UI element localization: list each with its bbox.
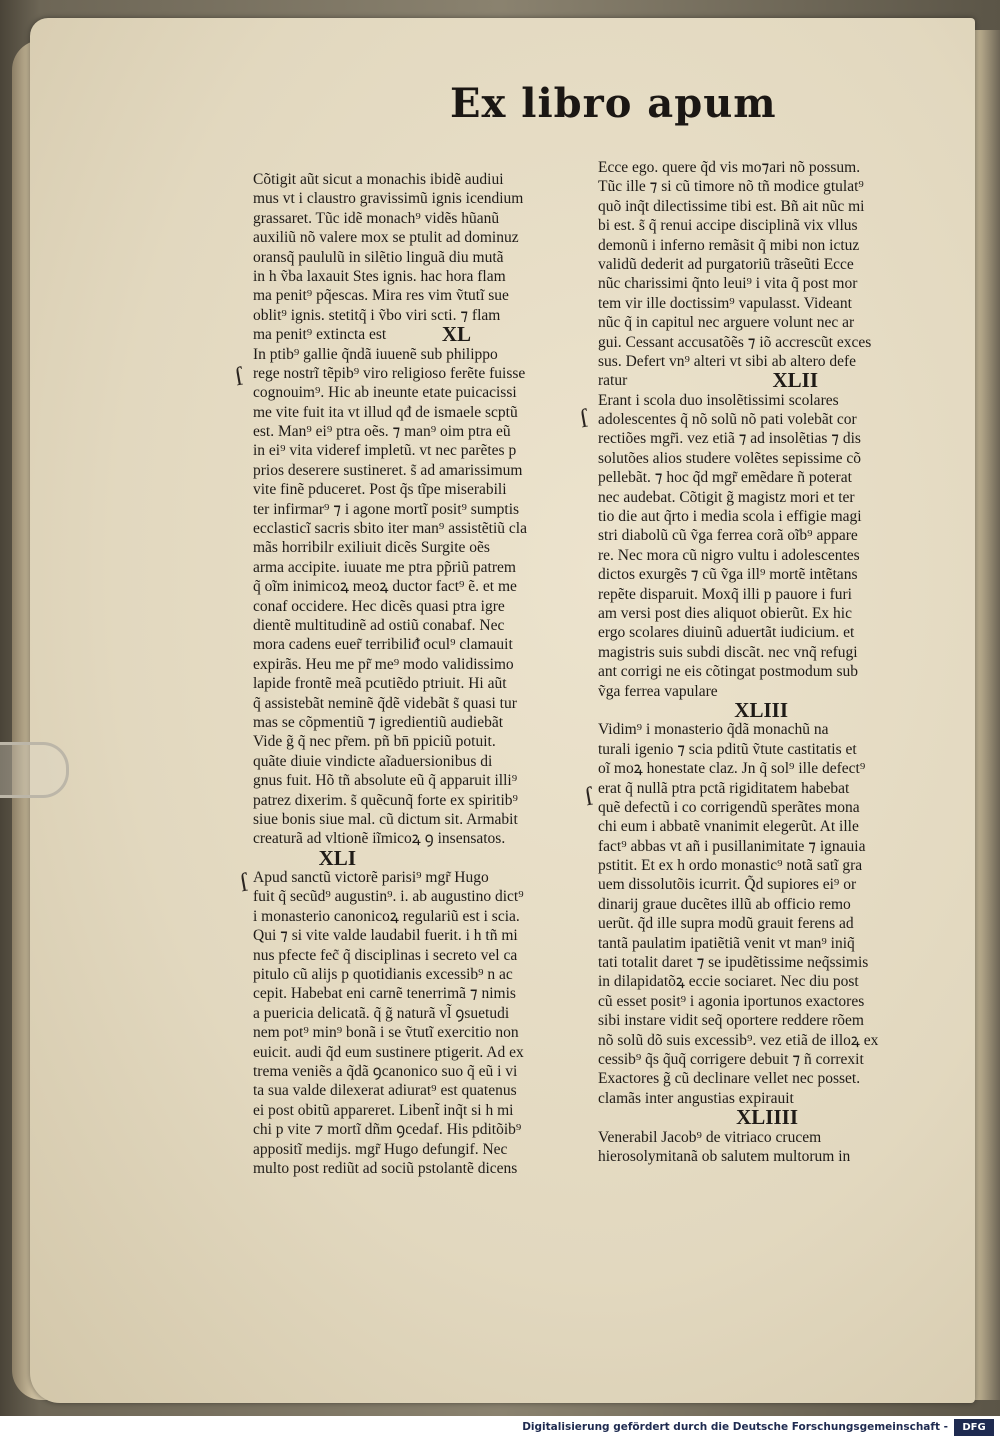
text-line: rectiões mgr̃i. vez etiã ⁊ ad insolẽtias ⁊ dis xyxy=(598,430,861,448)
text-line: fact⁹ abbas vt añ i pusillanimitate ⁊ ignauia xyxy=(598,837,866,855)
text-line: sibi instare vidit seq̃ oportere reddere rõem xyxy=(598,1012,864,1030)
text-line: In ptib⁹ gallie q̃ndã iuuenẽ sub philippo xyxy=(253,345,498,363)
text-line: Apud sanctũ victorẽ parisi⁹ mgr̃ Hugo xyxy=(253,869,489,887)
text-line: Vide g̃ q̃ nec pr̃em. pñ bn̄ ppiciũ potuit. xyxy=(253,733,496,751)
text-line: oblit⁹ ignis. stetitq̃ i ṽbo viri scti. ⁊ flam xyxy=(253,306,501,324)
text-line: re. Nec mora cũ nigro vultu i adolescentes xyxy=(598,546,860,564)
text-line: prios deserere sustineret. s̃ ad amarissimum xyxy=(253,461,523,479)
text-line: validũ dederit ad purgatoriũ trãseũti Ecce xyxy=(598,255,854,273)
text-line: stri diabolũ cũ ṽga ferrea corã oĩb⁹ appare xyxy=(598,527,858,545)
text-line: pitulo cũ alijs p quotidianis excessib⁹ n ac xyxy=(253,966,513,984)
text-line: uerũt. q̃d ille supra modũ grauit ferens ad xyxy=(598,915,854,933)
text-line: me vite fuit ita vt illud qđ de ismaele scptũ xyxy=(253,403,518,421)
chapter-line xyxy=(253,325,571,344)
text-line: ṽga ferrea vapulare xyxy=(598,682,718,700)
text-line: tio die aut q̃rto i media scola i effigie magi xyxy=(598,508,862,526)
book-clip xyxy=(0,742,69,798)
text-line: Erant i scola duo insolẽtissimi scolares xyxy=(598,391,839,409)
text-line: pstitit. Et ex h ordo monastic⁹ notã satĩ gra xyxy=(598,857,863,875)
text-line: multo post rediũt ad sociũ pstolantẽ dicens xyxy=(253,1159,518,1177)
text-line: cũ esset posit⁹ i agonia iportunos exactores xyxy=(598,992,865,1010)
text-line: fuit q̃ secũd⁹ augustin⁹. i. ab augustino dict⁹ xyxy=(253,888,524,906)
text-line: expirãs. Heu me pr̃ me⁹ modo validissimo xyxy=(253,655,514,673)
text-line: est. Man⁹ ei⁹ ptra oẽs. ⁊ man⁹ oim ptra eũ xyxy=(253,423,511,441)
text-line: mãs horribilr exiliuit dicẽs Surgite oẽs xyxy=(253,539,490,557)
chapter-line xyxy=(598,1108,918,1127)
text-line: q̃ assistebãt neminẽ q̃dẽ videbãt s̃ quasi tur xyxy=(253,694,517,712)
text-line: trema veniẽs a q̃dã ꝯcanonico suo q̃ eũ i vi xyxy=(253,1062,518,1080)
text-line: pellebãt. ⁊ hoc q̃d mgr̃ emẽdare ñ poterat xyxy=(598,469,852,487)
text-line: solutões alios studere volẽtes sepissime cõ xyxy=(598,449,862,467)
text-line: nũc q̃ in capitul nec arguere volunt nec ar xyxy=(598,314,855,332)
text-line: q̃ oĩm inimicoꝝ meoꝝ ductor fact⁹ ẽ. et me xyxy=(253,578,517,596)
text-line: mora cadens euer̃ terribiliᵭ ocul⁹ clamauit xyxy=(253,636,513,654)
text-line: ratur xyxy=(598,372,628,390)
text-line: vite finẽ pduceret. Post q̃s tĩpe miserabili xyxy=(253,481,507,499)
chapter-line xyxy=(598,701,918,720)
text-line: Venerabil Jacob⁹ de vitriaco crucem xyxy=(598,1128,822,1146)
text-line: clamãs inter angustias expirauit xyxy=(598,1089,794,1107)
text-line: ecclasticĩ sacris sbito iter man⁹ assistẽtiũ cla xyxy=(253,520,527,538)
text-line: grassaret. Tũc idẽ monach⁹ vidẽs hũanũ xyxy=(253,209,500,227)
text-line: chi p vite ⁊ mortĩ dñm ꝯcedaf. His pditõib⁹ xyxy=(253,1121,522,1139)
text-line: rege nostrĩ tẽpib⁹ viro religioso ferẽte fuisse xyxy=(253,364,526,382)
text-line: ma penit⁹ pq̃escas. Mira res vim ṽtutĩ sue xyxy=(253,287,509,305)
text-line: arma accipite. iuuate me ptra pp̃riũ patrem xyxy=(253,558,516,576)
text-line: patrez dixerim. s̃ quẽcunq̃ forte ex spiritib⁹ xyxy=(253,791,518,809)
text-line: ta sua valde dilexerat adiurat⁹ est quatenus xyxy=(253,1082,517,1100)
text-line: erat q̃ nullã ptra pctã rigiditatem habebat xyxy=(598,779,850,797)
chapter-line xyxy=(253,849,571,868)
text-line: in h ṽba laxauit Stes ignis. hac hora flam xyxy=(253,267,506,285)
text-line: appositĩ medijs. mgr̃ Hugo defungif. Nec xyxy=(253,1140,508,1158)
text-line: ergo scolares diuinũ aduertãt iudicium. et xyxy=(598,624,855,642)
chapter-line xyxy=(598,371,918,390)
text-line: euicit. audi q̃d eum sustinere ptigerit. Ad ex xyxy=(253,1043,524,1061)
text-line: chi eum i abbatẽ vnanimit elegerũt. At ille xyxy=(598,818,859,836)
text-line: cognouim⁹. Hic ab ineunte etate puicacissi xyxy=(253,384,517,402)
text-line: in ei⁹ vita videref impletũ. vt nec parẽtes p xyxy=(253,442,517,460)
text-line: repẽte disparuit. Moxq̃ illi p pauore i furi xyxy=(598,585,852,603)
marginal-mark: ſ xyxy=(582,781,595,812)
chapter-numeral: XLII xyxy=(772,371,818,391)
text-line: am versi post dies aliquot obierũt. Ex hic xyxy=(598,604,852,622)
footer-bar xyxy=(0,1416,1000,1439)
marginal-mark: ſ xyxy=(577,403,590,434)
text-line: hierosolymitanã ob salutem multorum in xyxy=(598,1147,851,1165)
text-line: conaf occidere. Hec dicẽs quasi ptra igre xyxy=(253,597,505,615)
text-line: magistris suis subdi discãt. nec vnq̃ refugi xyxy=(598,643,858,661)
marginal-mark: ſ xyxy=(237,867,250,898)
text-line: dictos exurgẽs ⁊ cũ ṽga ill⁹ mortẽ intẽtans xyxy=(598,566,858,584)
right-column xyxy=(598,158,918,1166)
text-line: nem pot⁹ min⁹ bonã i se ṽtutĩ exercitio non xyxy=(253,1024,519,1042)
text-line: Exactores g̃ cũ declinare vellet nec posset. xyxy=(598,1070,861,1088)
text-line: nec audebat. Cõtigit g̃ magistz mori et ter xyxy=(598,488,855,506)
text-line: oransq̃ paululũ in silẽtio linguã diu mutã xyxy=(253,248,504,266)
text-line: ei post obitũ appareret. Libent̃ inq̃t si h mi xyxy=(253,1101,514,1119)
text-line: dinarij graue ducẽtes illũ ab officio remo xyxy=(598,895,851,913)
marginal-mark: ſ xyxy=(232,361,245,392)
left-column xyxy=(253,170,571,1178)
text-line: tem vir ille doctissim⁹ vapulasst. Videant xyxy=(598,294,852,312)
text-line: gnus fuit. Hõ tñ absolute eũ q̃ apparuit illi⁹ xyxy=(253,772,518,790)
text-line: bi est. s̃ q̃ renui accipe disciplinã vix vllus xyxy=(598,217,858,235)
chapter-numeral: XLIII xyxy=(734,700,788,721)
text-line: cessib⁹ q̃s q̃uq̃ corrigere debuit ⁊ ñ correxit xyxy=(598,1050,864,1068)
text-line: oĩ moꝝ honestate claz. Jn q̃ sol⁹ ille defect⁹ xyxy=(598,760,866,778)
text-line: a puericia delicatã. q̃ g̃ naturã vl̃ ꝯsuetudi xyxy=(253,1004,510,1022)
text-line: Tũc ille ⁊ si cũ timore nõ tñ modice gtulat⁹ xyxy=(598,178,864,196)
text-line: tati totalit daret ⁊ se ipudẽtissime neq̃ssimis xyxy=(598,954,869,972)
text-line: cepit. Habebat eni carnẽ tenerrimã ⁊ nimis xyxy=(253,985,516,1003)
text-line: quãte diuie vindicte aĩaduersionibus di xyxy=(253,752,493,770)
chapter-numeral: XLI xyxy=(318,848,356,869)
text-line: quẽ defectũ i co corrigendũ sperãtes mona xyxy=(598,798,860,816)
text-line: turali igenio ⁊ scia pditũ ṽtute castitatis et xyxy=(598,740,857,758)
text-line: adolescentes q̃ nõ solũ nõ pati volebãt cor xyxy=(598,411,857,429)
text-line: siue bonis siue mal. cũ dictum sit. Armabit xyxy=(253,810,518,828)
text-line: Qui ⁊ si vite valde laudabil fuerit. i h tñ mi xyxy=(253,927,518,945)
text-line: mus vt i claustro gravissimũ ignis icendium xyxy=(253,190,524,208)
text-line: creaturã ad vltionẽ iĩmicoꝝ ꝯ insensatos. xyxy=(253,830,506,848)
running-title: Ex libro apum xyxy=(450,80,777,127)
text-line: Ecce ego. quere q̃d vis mo⁊ari nõ possum. xyxy=(598,159,861,176)
text-line: sus. Defert vn⁹ alteri vt sibi ab altero defe xyxy=(598,352,857,370)
text-line: gui. Cessant accusatõẽs ⁊ iõ accrescũt exces xyxy=(598,333,872,351)
text-line: dientẽ multitudinẽ ad ostiũ conabaf. Nec xyxy=(253,616,505,634)
chapter-numeral: XL xyxy=(441,325,471,345)
text-line: quõ inq̃t dilectissime tibi est. Bñ ait nũc mi xyxy=(598,197,865,215)
text-line: Vidim⁹ i monasterio q̃dã monachũ na xyxy=(598,721,829,739)
dfg-logo: DFG xyxy=(954,1419,994,1436)
text-line: ma penit⁹ extincta est xyxy=(253,326,387,344)
footer-credit: Digitalisierung gefördert durch die Deutsche Forschungsgemeinschaft - xyxy=(522,1421,948,1433)
text-line: nũc charissimi q̃nto leui⁹ i vita q̃ post mor xyxy=(598,275,858,293)
text-line: nus pfecte fec̃ q̃ disciplinas i secreto vel ca xyxy=(253,946,518,964)
text-line: tantã paulatim ipatiẽtiã venit vt man⁹ iniq̃ xyxy=(598,934,855,952)
chapter-numeral: XLIIII xyxy=(736,1108,798,1128)
text-line: mas se cõpmentiũ ⁊ igredientiũ audiebãt xyxy=(253,713,504,731)
text-line: ant corrigi ne eis cõtingat postmodum sub xyxy=(598,663,859,681)
text-line: in dilapidatõꝝ eccie sociaret. Nec diu post xyxy=(598,973,859,991)
text-line: auxiliũ nõ valere mox se ptulit ad dominuz xyxy=(253,229,519,247)
text-line: lapide frontẽ meã pcutiẽdo ptriuit. Hi aũt xyxy=(253,675,507,693)
text-line: nõ solũ dõ suis excessib⁹. vez etiã de illoꝝ ex xyxy=(598,1031,879,1049)
text-line: demonũ i inferno remãsit q̃ mibi non ictuz xyxy=(598,236,860,254)
text-line: ter infirmar⁹ ⁊ i agone mortĩ posit⁹ sumptis xyxy=(253,500,520,518)
text-line: i monasterio canonicoꝝ regulariũ est i scia. xyxy=(253,907,520,925)
text-line: uem dissolutõis icurrit. Q̃d supiores ei⁹ or xyxy=(598,876,857,894)
text-line: Cõtigit aũt sicut a monachis ibidẽ audiui xyxy=(253,171,504,188)
